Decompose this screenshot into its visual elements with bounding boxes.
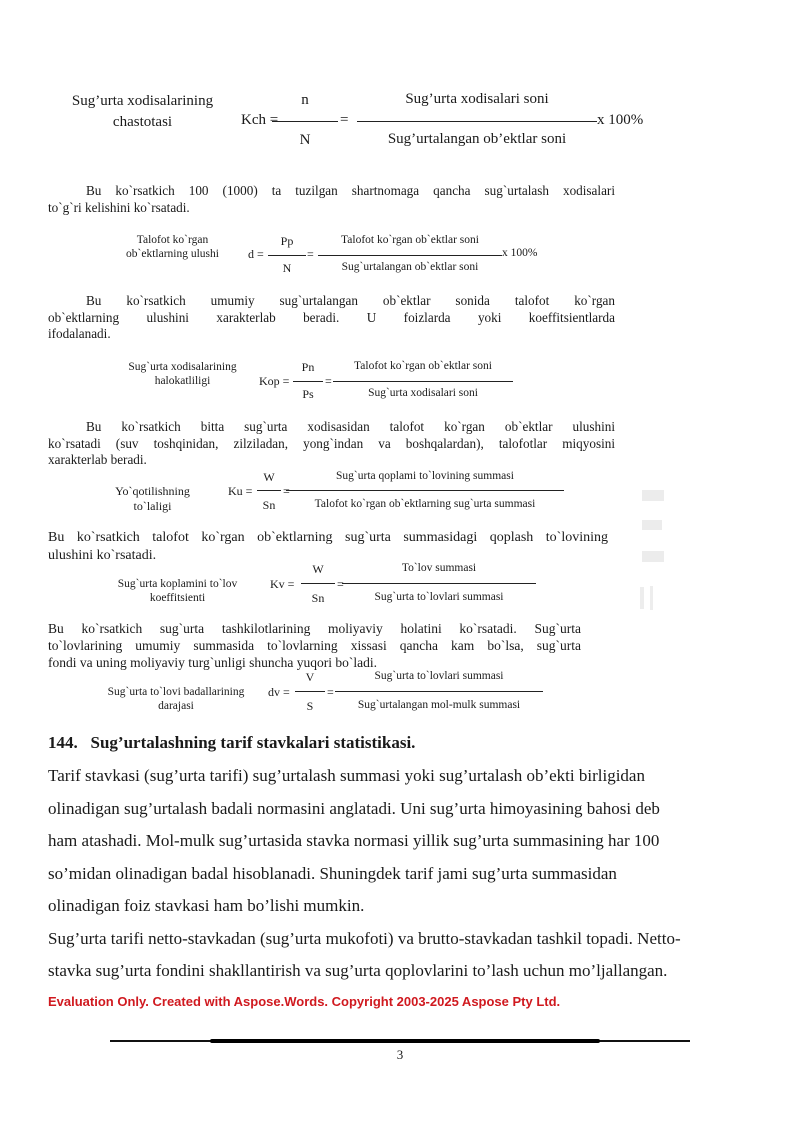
formula-numerator-text: Sug`urta qoplami to`lovining summasi [336,470,514,482]
formula-label: Yo`qotilishning to`laligi [115,484,190,513]
formula-label: Sug`urta to`lovi badallarining darajasi [107,686,245,712]
formula-numerator: n [301,92,309,108]
formula-suffix: x 100% [597,112,644,128]
formula-denominator-text: Sug`urtalangan ob`ektlar soni [341,261,479,273]
margin-artifact [642,520,662,530]
formula-equals: = [307,247,314,261]
paragraph: Bu ko`rsatkich talofot ko`rgan ob`ektlarning sug`urta summasidagi qoplash to`lovining ulushini ko`rsatadi. [48,530,608,563]
formula-symbol: Kv = [270,577,295,591]
margin-artifact [642,490,664,501]
fraction-bar [257,490,281,491]
fraction-bar [318,255,502,256]
formula-denominator-text: Sug`urta xodisalari soni [368,387,478,399]
fraction-bar [293,381,323,382]
formula-label: Sug`urta koplamini to`lov koeffitsienti [117,578,238,604]
paragraph: Bu ko`rsatkich 100 (1000) ta tuzilgan shartnomaga qancha sug`urtalash xodisalari to`g`ri kelishini ko`rsatadi. [48,183,615,215]
formula-numerator-text: Talofot ko`rgan ob`ektlar soni [341,234,479,246]
section-heading: 144. Sug’urtalashning tarif stavkalari statistikasi. [48,733,416,752]
margin-artifact [650,586,653,610]
body-text: Tarif stavkasi (sug’urta tarifi) sug’urtalash summasi yoki sug’urtalash ob’ekti birligidan olinadigan sug’urtalash badali normasini anglatadi. Uni sug’urta himoyasining bahosi deb ham atashadi. Mol-mulk sug’urtasida stavka normasi yillik sug’urta summasining har 100 so’midan olinadigan badal hisoblanadi. Shuningdek tarif jami sug’urta summasidan olinadigan foiz stavkasi ham bo’lishi mumkin. Sug’urta tarifi netto-stavkadan (sug’urta mukofoti) va brutto-stavkadan tashkil topadi. Netto- stavka sug’urta fondini shakllantirish va sug’urta qoplovlarini to’lash uchun mo’ljallangan. [48,766,681,980]
formula-denominator: Ps [302,387,314,401]
formula-symbol: d = [248,247,264,261]
formula-denominator: Sn [262,498,276,512]
formula-suffix: x 100% [502,247,538,259]
formula-denominator-text: Sug’urtalangan ob’ektlar soni [387,131,567,147]
formula-denominator: N [282,261,292,275]
paragraph: Bu ko`rsatkich sug`urta tashkilotlarining moliyaviy holatini ko`rsatadi. Sug`urta to`lovlarining umumiy summasida to`lovlarning xissasi qancha kam bo`lsa, sug`urta fondi va uning moliyaviy turg`unligi shuncha yuqori bo`ladi. [48,621,581,670]
formula-denominator-text: Sug`urtalangan mol-mulk summasi [357,699,521,711]
formula-symbol: Kop = [259,374,290,388]
formula-denominator: N [299,132,311,148]
formula-symbol: Ku = [228,484,253,498]
fraction-bar [268,255,306,256]
formula-numerator: Pp [280,234,294,248]
formula-numerator: W [263,470,275,484]
formula-numerator: Pn [301,360,315,374]
formula-numerator-text: Sug`urta to`lovlari summasi [374,670,504,682]
paragraph: Bu ko`rsatkich umumiy sug`urtalangan ob`ektlar sonida talofot ko`rgan ob`ektlarning ulushini xarakterlab beradi. U foizlarda yoki koeffitsientlarda ifodalanadi. [48,293,615,341]
formula-numerator: V [305,670,315,684]
formula-equals: = [337,577,344,591]
margin-artifact [640,587,644,609]
formula-equals: = [283,484,290,498]
evaluation-watermark: Evaluation Only. Created with Aspose.Words. Copyright 2003-2025 Aspose Pty Ltd. [48,994,561,1009]
page-number: 3 [396,1047,404,1062]
fraction-bar [295,691,325,692]
formula-equals: = [340,112,349,128]
formula-denominator: S [306,699,314,713]
fraction-bar [272,121,338,122]
formula-symbol: Kch = [241,112,279,128]
footer-rule-thick [210,1039,600,1043]
formula-numerator-text: Talofot ko`rgan ob`ektlar soni [354,360,492,372]
formula-equals: = [327,685,334,699]
formula-numerator-text: To`lov summasi [401,562,477,574]
formula-label: Talofot ko`rgan ob`ektlarning ulushi [126,234,219,260]
formula-numerator: W [312,562,324,576]
fraction-bar [286,490,564,491]
paragraph: Bu ko`rsatkich bitta sug`urta xodisasidan talofot ko`rgan ob`ektlar ulushini ko`rsatadi (suv toshqinidan, zilziladan, yong`indan va boshqalardan), talofotlar miqyosini xarakterlab beradi. [48,419,615,467]
formula-denominator-text: Sug`urta to`lovlari summasi [374,591,504,603]
formula-numerator-text: Sug’urta xodisalari soni [405,91,549,107]
formula-label: Sug`urta xodisalarining halokatliligi [128,361,237,387]
fraction-bar [335,691,543,692]
formula-symbol: dv = [268,685,290,699]
fraction-bar [301,583,335,584]
formula-equals: = [325,374,332,388]
fraction-bar [342,583,536,584]
margin-artifact [642,551,664,562]
formula-denominator: Sn [311,591,325,605]
fraction-bar [357,121,597,122]
fraction-bar [333,381,513,382]
formula-label: Sug’urta xodisalarining chastotasi [71,93,214,130]
formula-denominator-text: Talofot ko`rgan ob`ektlarning sug`urta summasi [314,498,536,510]
